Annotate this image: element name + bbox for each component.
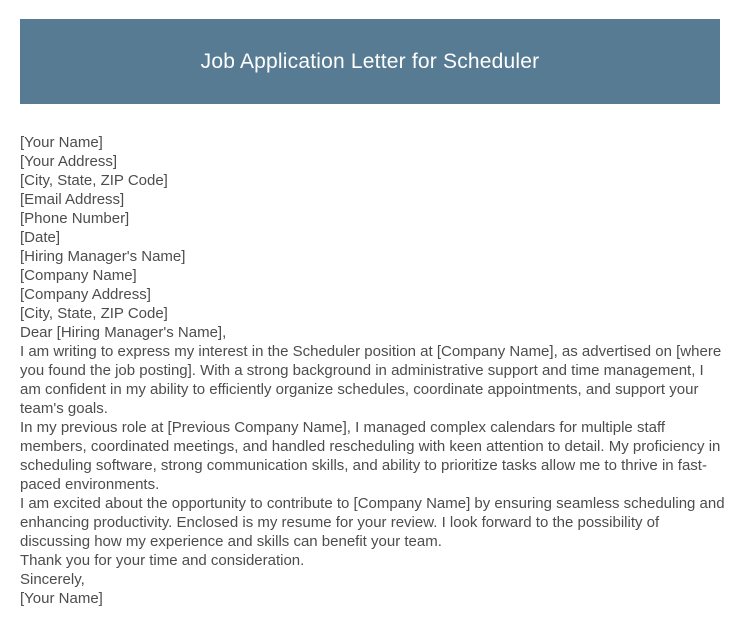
recipient-company-line: [Company Name] (20, 267, 137, 284)
sender-name-line: [Your Name] (20, 134, 103, 151)
body-paragraph-closing: I am excited about the opportunity to contribute to [Company Name] by ensuring seamless scheduling and enhancing productivity. Enclosed is my resume for your review. I look forward to the possibility of discussing how my experience and skills can benefit your team. (20, 495, 725, 550)
sender-city-line: [City, State, ZIP Code] (20, 172, 168, 189)
recipient-block (20, 247, 728, 323)
recipient-city-line: [City, State, ZIP Code] (20, 305, 168, 322)
recipient-name-line: [Hiring Manager's Name] (20, 248, 186, 265)
body-paragraph-experience: In my previous role at [Previous Company Name], I managed complex calendars for multiple staff members, coordinated meetings, and handled rescheduling with keen attention to detail. My proficiency in scheduling software, strong communication skills, and ability to prioritize tasks allow me to thrive in fast-paced environments. (20, 419, 721, 493)
signoff-line: Sincerely, (20, 571, 85, 588)
sender-email-line: [Email Address] (20, 191, 125, 208)
page-title: Job Application Letter for Scheduler (200, 49, 540, 73)
sender-phone-line: [Phone Number] (20, 210, 130, 227)
header-banner (20, 19, 720, 104)
salutation-line: Dear [Hiring Manager's Name], (20, 324, 227, 341)
sender-address-line: [Your Address] (20, 153, 118, 170)
signature-line: [Your Name] (20, 590, 103, 607)
sender-block (20, 133, 728, 247)
body-paragraph-intro: I am writing to express my interest in the Scheduler position at [Company Name], as advertised on [where you found the job posting]. With a strong background in administrative support and time management, I am confident in my ability to efficiently organize schedules, coordinate appointments, and support your team's goals. (20, 343, 722, 417)
letter-body (20, 133, 728, 608)
date-line: [Date] (20, 229, 61, 246)
recipient-address-line: [Company Address] (20, 286, 151, 303)
thank-you-line: Thank you for your time and consideration. (20, 552, 305, 569)
